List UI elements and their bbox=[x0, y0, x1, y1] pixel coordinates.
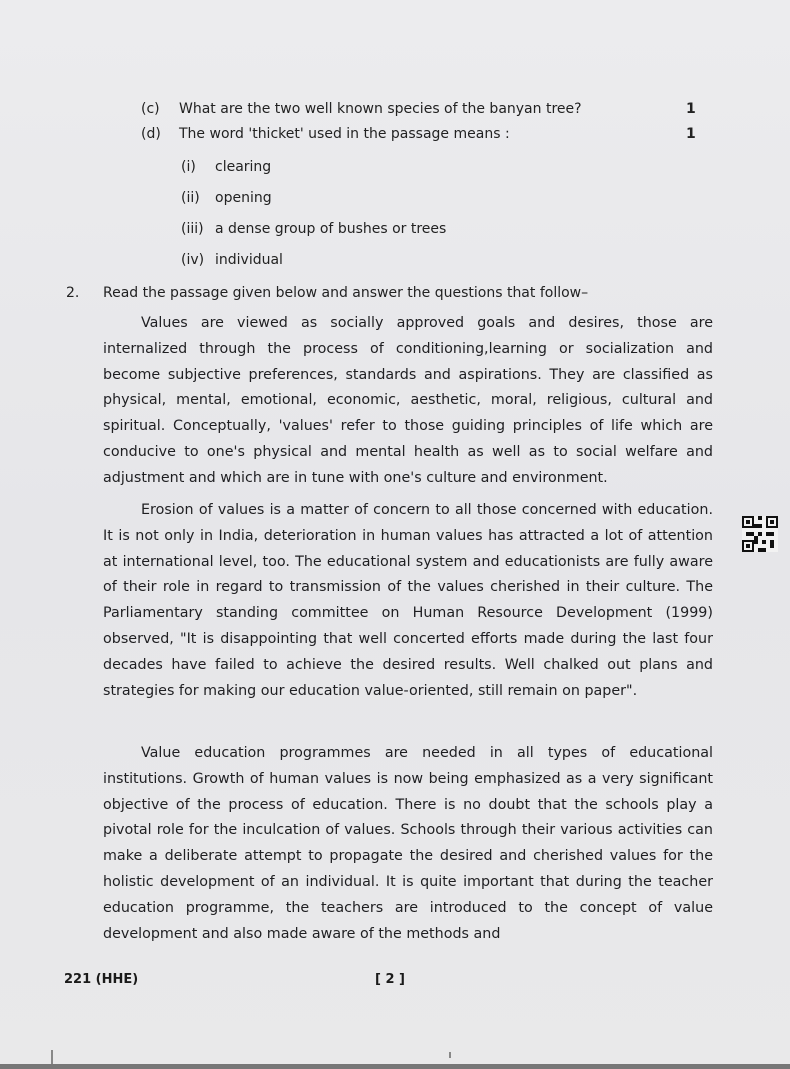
passage-paragraph-1: Values are viewed as socially approved goals and desires, those are internalized through the process of conditioning,learning or socialization and become subjective preferences, standards and aspirations. They are classified as physical, mental, emotional, economic, aesthetic, moral, religious, cultural and spiritual. Conceptually, 'values' refer to those guiding principles of life which are conducive to one's physical and mental health as well as to social welfare and adjustment and which are in tune with one's culture and environment. bbox=[103, 315, 713, 486]
item-text: What are the two well known species of the banyan tree? bbox=[179, 101, 582, 117]
page-number: [ 2 ] bbox=[375, 972, 405, 987]
passage-paragraph-3: Value education programmes are needed in all types of educational institutions. Growth of human values is now being emphasized as a very significant objective of the process of education. There is no doubt that the schools play a pivotal role for the inculcation of values. Schools through their various activities can make a deliberate attempt to propagate the desired and cherished values for the holistic development of an individual. It is quite important that during the teacher education programme, the teachers are introduced to the concept of value development and also made aware of the methods and bbox=[103, 745, 713, 942]
option-label: (iv) bbox=[181, 252, 205, 268]
marks-c: 1 bbox=[686, 101, 696, 117]
option-iv bbox=[181, 251, 283, 269]
item-label: (c) bbox=[141, 101, 160, 117]
question-item-c bbox=[141, 100, 582, 118]
qr-code-icon bbox=[742, 516, 778, 552]
option-iii bbox=[181, 220, 446, 238]
option-label: (iii) bbox=[181, 221, 204, 237]
marks-d: 1 bbox=[686, 126, 696, 142]
scan-mark bbox=[51, 1050, 53, 1064]
option-text: opening bbox=[215, 190, 272, 206]
question-2-instruction: Read the passage given below and answer the questions that follow– bbox=[103, 285, 589, 301]
option-text: a dense group of bushes or trees bbox=[215, 221, 447, 237]
scan-mark bbox=[449, 1052, 451, 1058]
paper-code: 221 (HHE) bbox=[64, 972, 139, 987]
option-text: individual bbox=[215, 252, 283, 268]
option-label: (i) bbox=[181, 159, 196, 175]
passage-paragraph-2: Erosion of values is a matter of concern to all those concerned with education. It is not only in India, deterioration in human values has attracted a lot of attention at international level, too. The educational system and educationists are fully aware of their role in regard to transmission of the values cherished in their culture. The Parliamentary standing committee on Human Resource Development (1999) observed, "It is disappointing that well concerted efforts made during the last four decades have failed to achieve the desired results. Well chalked out plans and strategies for making our education value-oriented, still remain on paper". bbox=[103, 502, 713, 699]
option-text: clearing bbox=[215, 159, 272, 175]
option-i bbox=[181, 158, 271, 176]
question-item-d bbox=[141, 125, 510, 143]
question-2-number: 2. bbox=[66, 285, 80, 301]
option-label: (ii) bbox=[181, 190, 200, 206]
item-label: (d) bbox=[141, 126, 161, 142]
item-text: The word 'thicket' used in the passage means : bbox=[179, 126, 510, 142]
scan-edge bbox=[0, 1064, 790, 1069]
option-ii bbox=[181, 189, 272, 207]
